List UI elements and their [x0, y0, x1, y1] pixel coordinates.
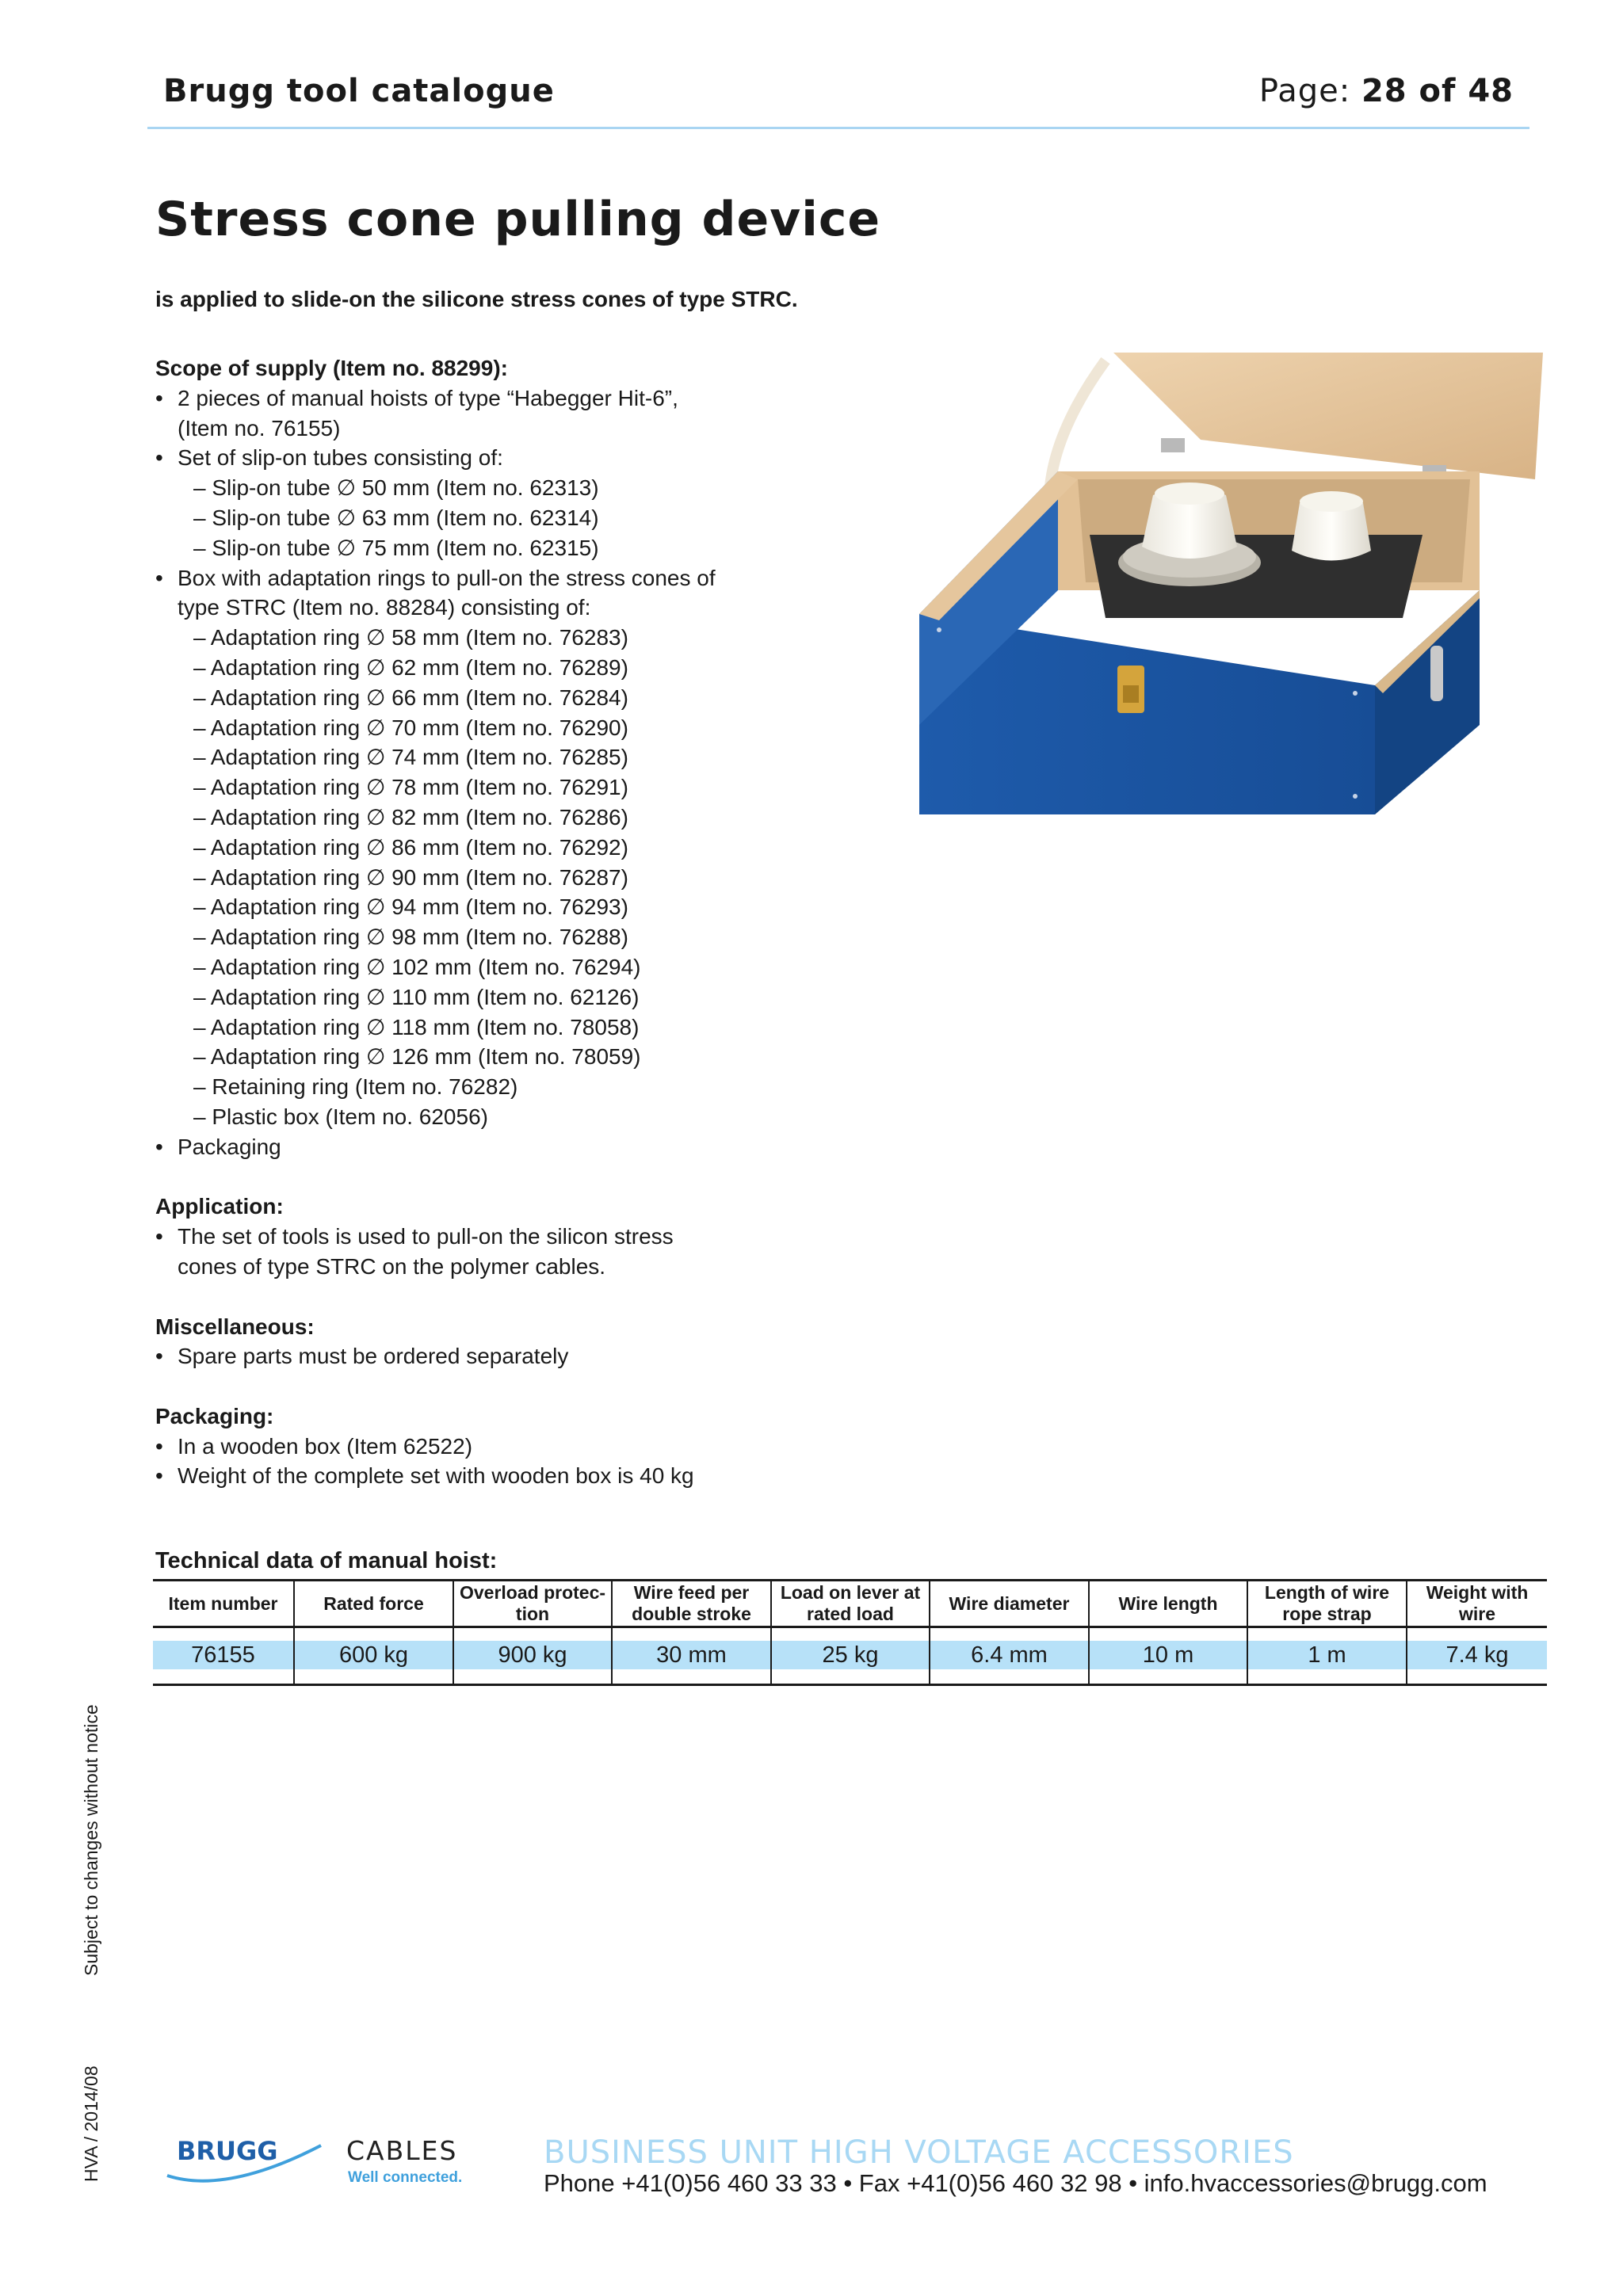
box-lid	[1113, 353, 1543, 479]
list-item-text: • 2 pieces of manual hoists of type “Habegger Hit-6”,	[178, 385, 678, 410]
sub-list-item: – Adaptation ring ∅ 102 mm (Item no. 76294)	[193, 954, 641, 979]
list-item	[155, 1222, 869, 1282]
sub-list-item: – Plastic box (Item no. 62056)	[193, 1104, 488, 1129]
miscellaneous-heading: Miscellaneous:	[155, 1314, 315, 1339]
table-row	[153, 1627, 1547, 1685]
list-item-text: cones of type STRC on the polymer cables.	[178, 1253, 606, 1279]
sub-list-item: – Adaptation ring ∅ 118 mm (Item no. 78058)	[193, 1014, 640, 1039]
scope-heading: Scope of supply (Item no. 88299):	[155, 356, 508, 380]
table-cell: 10 m	[1089, 1627, 1247, 1685]
sub-list-item: – Adaptation ring ∅ 70 mm (Item no. 76290)	[193, 715, 628, 740]
sub-list-item: – Adaptation ring ∅ 62 mm (Item no. 76289)	[193, 654, 628, 680]
column-header: Weight with wire	[1407, 1581, 1547, 1627]
page-number	[1259, 73, 1514, 109]
sub-list-item: – Slip-on tube ∅ 75 mm (Item no. 62315)	[193, 535, 599, 560]
content-column	[155, 353, 869, 1491]
sub-list-item: – Adaptation ring ∅ 94 mm (Item no. 76293)	[193, 894, 628, 920]
document-date: HVA / 2014/08	[81, 2065, 101, 2182]
sub-list-item: – Adaptation ring ∅ 98 mm (Item no. 76288)	[193, 925, 628, 950]
logo-cables-text: CABLES	[346, 2135, 458, 2166]
sub-list-item: – Adaptation ring ∅ 66 mm (Item no. 76284)	[193, 685, 628, 710]
list-item: • Spare parts must be ordered separately	[155, 1341, 869, 1371]
sub-list-item: – Retaining ring (Item no. 76282)	[193, 1074, 518, 1100]
sub-list-item: – Adaptation ring ∅ 126 mm (Item no. 78059)	[193, 1044, 641, 1070]
sub-list-item: – Adaptation ring ∅ 90 mm (Item no. 76287)	[193, 864, 628, 890]
list-item-text: (Item no. 76155)	[178, 415, 341, 441]
column-header: Load on lever at rated load	[771, 1581, 930, 1627]
table-cell: 7.4 kg	[1407, 1627, 1547, 1685]
sub-list-item: – Adaptation ring ∅ 78 mm (Item no. 76291)	[193, 775, 628, 800]
sub-list-item: – Adaptation ring ∅ 58 mm (Item no. 76283)	[193, 625, 628, 650]
logo-brugg-text: BRUGG	[177, 2136, 278, 2166]
list-item: • Weight of the complete set with wooden box is 40 kg	[155, 1461, 869, 1491]
list-item-text: • The set of tools is used to pull-on the silicon stress	[178, 1224, 674, 1249]
table-cell: 900 kg	[453, 1627, 612, 1685]
page-subtitle: is applied to slide-on the silicone stress cones of type STRC.	[155, 287, 798, 311]
table-cell: 76155	[153, 1627, 294, 1685]
table-cell: 1 m	[1247, 1627, 1407, 1685]
list-item-text: type STRC (Item no. 88284) consisting of:	[178, 595, 591, 620]
table-cell: 30 mm	[612, 1627, 771, 1685]
list-item: • Packaging	[155, 1132, 869, 1162]
packaging-heading: Packaging:	[155, 1403, 274, 1428]
brugg-cables-logo	[162, 2130, 487, 2195]
list-item-text: • Box with adaptation rings to pull-on the stress cones of	[178, 565, 716, 590]
sub-list-item: – Adaptation ring ∅ 86 mm (Item no. 76292)	[193, 834, 628, 860]
catalogue-title: Brugg tool catalogue	[163, 73, 555, 109]
page-header	[147, 68, 1529, 129]
sub-list-item: – Adaptation ring ∅ 110 mm (Item no. 62126)	[193, 984, 640, 1009]
column-header: Wire length	[1089, 1581, 1247, 1627]
list-item	[155, 563, 869, 624]
column-header: Length of wire rope strap	[1247, 1581, 1407, 1627]
logo-tagline: Well connected.	[348, 2169, 463, 2186]
column-header: Wire feed per double stroke	[612, 1581, 771, 1627]
technical-data-table	[153, 1579, 1547, 1686]
column-header: Rated force	[294, 1581, 453, 1627]
page-label: Page:	[1258, 73, 1351, 109]
table-cell: 6.4 mm	[930, 1627, 1089, 1685]
table-header-row	[153, 1581, 1547, 1627]
table-cell: 25 kg	[771, 1627, 930, 1685]
box-side	[1375, 590, 1480, 814]
page-value: 28 of 48	[1361, 73, 1514, 109]
sub-list-item: – Slip-on tube ∅ 63 mm (Item no. 62314)	[193, 505, 599, 530]
handle-icon	[1430, 646, 1443, 701]
sub-list-item: – Adaptation ring ∅ 74 mm (Item no. 76285)	[193, 745, 628, 770]
page-title: Stress cone pulling device	[155, 192, 881, 247]
business-unit: BUSINESS UNIT HIGH VOLTAGE ACCESSORIES	[544, 2134, 1294, 2171]
contact-line: Phone +41(0)56 460 33 33 • Fax +41(0)56 460 32 98 • info.hvaccessories@brugg.com	[544, 2169, 1487, 2197]
product-photo	[915, 353, 1543, 814]
application-heading: Application:	[155, 1194, 284, 1219]
column-header: Overload protec- tion	[453, 1581, 612, 1627]
list-item: • Set of slip-on tubes consisting of:	[155, 443, 869, 473]
change-notice: Subject to changes without notice	[81, 1704, 101, 1976]
list-item: • In a wooden box (Item 62522)	[155, 1432, 869, 1462]
table-cell: 600 kg	[294, 1627, 453, 1685]
sub-list-item: – Adaptation ring ∅ 82 mm (Item no. 76286)	[193, 804, 628, 830]
column-header: Item number	[153, 1581, 294, 1627]
column-header: Wire diameter	[930, 1581, 1089, 1627]
table-heading: Technical data of manual hoist:	[155, 1548, 498, 1573]
list-item	[155, 383, 869, 444]
sub-list-item: – Slip-on tube ∅ 50 mm (Item no. 62313)	[193, 475, 599, 501]
